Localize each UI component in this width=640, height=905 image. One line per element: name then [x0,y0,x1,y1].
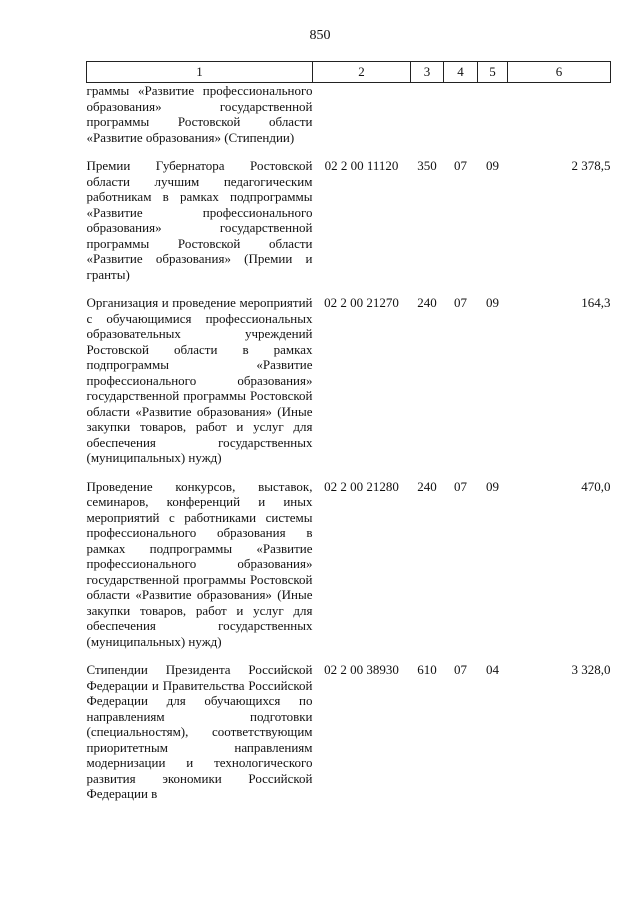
header-row [87,62,611,83]
budget-table [86,61,611,802]
page-number: 850 [309,28,331,43]
row-rz: 07 [454,158,467,173]
row-code: 02 2 00 11120 [324,158,399,173]
table-row [87,466,611,650]
row-sum: 3 328,0 [571,662,611,677]
row-sum [508,83,611,146]
row-vr: 610 [417,662,437,677]
row-sum: 164,3 [581,295,611,310]
table-row [87,83,611,146]
column-header-4: 4 [444,62,478,83]
row-rz: 07 [454,478,467,494]
row-rz [444,83,478,146]
column-header-1: 1 [87,62,313,83]
row-vr: 240 [417,478,437,494]
row-pr: 04 [486,662,499,677]
column-header-2: 2 [313,62,411,83]
table-row [87,649,611,802]
row-vr: 240 [417,295,437,310]
row-pr: 09 [486,158,499,173]
row-vr [411,83,444,146]
row-name: Премии Губернатора Ростовской области лучшим педагогическим работникам в рамках подпрограммы «Развитие профессионального образования» государственной программы Ростовской области «Развитие образования» (Премии и гранты) [86,158,313,282]
row-pr [478,83,508,146]
row-rz: 07 [454,662,467,677]
row-sum: 470,0 [581,478,611,494]
row-code [313,83,411,146]
row-vr: 350 [417,158,437,173]
column-header-6: 6 [508,62,611,83]
row-name: Проведение конкурсов, выставок, семинаров, конференций и иных мероприятий с работниками системы профессионального образования в рамках подпрограммы «Развитие профессионального образования» государственной программы Ростовской области «Развитие образования» (Иные закупки товаров, работ и услуг для обеспечения государственных (муниципальных) нужд) [86,478,313,649]
row-rz: 07 [454,295,467,310]
column-header-3: 3 [411,62,444,83]
table-row [87,282,611,466]
row-name: граммы «Развитие профессионального образования» государственной программы Ростовской области «Развитие образования» (Стипендии) [86,83,313,145]
row-code: 02 2 00 38930 [324,662,399,677]
row-name: Организация и проведение мероприятий с обучающимися профессиональных образовательных учреждений Ростовской области в рамках подпрограммы «Развитие профессионального образования» государственной программы Ростовской области «Развитие образования» (Иные закупки товаров, работ и услуг для обеспечения государственных (муниципальных) нужд) [86,295,313,465]
row-pr: 09 [486,295,499,310]
row-pr: 09 [486,478,499,494]
column-header-5: 5 [478,62,508,83]
row-code: 02 2 00 21280 [324,478,399,494]
row-name: Стипендии Президента Российской Федерации и Правительства Российской Федерации для обучающихся по направлениям подготовки (специальностям), соответствующим приоритетным направлениям модернизации и технологического развития экономики Российской Федерации в [86,662,313,801]
row-sum: 2 378,5 [571,158,611,173]
row-code: 02 2 00 21270 [324,295,399,310]
table-row [87,145,611,282]
